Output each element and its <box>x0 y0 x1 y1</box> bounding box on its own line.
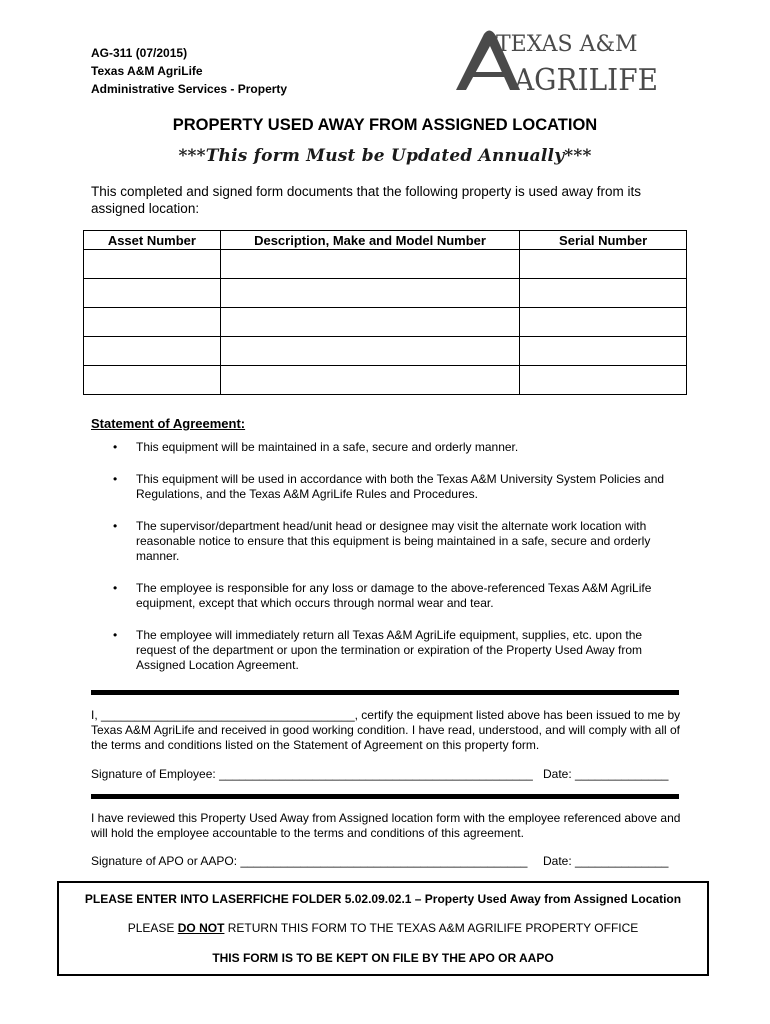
employee-date-label: Date: <box>543 767 572 781</box>
asset-number-cell[interactable] <box>84 308 221 337</box>
bullet-icon: • <box>113 472 118 486</box>
apo-date-label: Date: <box>543 854 572 868</box>
list-item: • This equipment will be maintained in a safe, secure and orderly manner. <box>113 440 519 454</box>
serial-number-cell[interactable] <box>520 308 687 337</box>
agrilife-logo <box>450 28 662 94</box>
employee-signature-label: Signature of Employee: <box>91 767 216 781</box>
apo-signature-label: Signature of APO or AAPO: <box>91 854 238 868</box>
description-cell[interactable] <box>220 337 519 366</box>
agreement-list <box>91 440 681 690</box>
notice-line-2: PLEASE DO NOT RETURN THIS FORM TO THE TEXAS A&M AGRILIFE PROPERTY OFFICE <box>127 921 639 935</box>
bullet-icon: • <box>113 519 118 533</box>
asset-table <box>83 230 687 395</box>
description-cell[interactable] <box>220 366 519 395</box>
table-row <box>84 366 687 395</box>
apo-review-text: I have reviewed this Property Used Away from Assigned location form with the employee referenced above and will hold the employee accountable to the terms and conditions of this agreement. <box>91 811 681 840</box>
intro-text: This completed and signed form documents that the following property is used away from its assigned location: <box>91 184 642 216</box>
serial-number-cell[interactable] <box>520 250 687 279</box>
notice-box <box>57 881 709 976</box>
description-cell[interactable] <box>220 250 519 279</box>
section-divider <box>91 690 679 695</box>
table-row <box>84 250 687 279</box>
page-subtitle: ***This form Must be Updated Annually*** <box>178 146 592 166</box>
agreement-heading: Statement of Agreement: <box>91 416 246 431</box>
list-item: • This equipment will be used in accordance with both the Texas A&M University System Policies and Regulations, and the Texas A&M AgriLife Rules and Procedures. <box>113 472 665 501</box>
asset-number-cell[interactable] <box>84 337 221 366</box>
do-not-emphasis: DO NOT <box>177 921 225 935</box>
apo-date-field[interactable]: ______________ <box>575 854 669 868</box>
list-item: • The employee is responsible for any loss or damage to the above-referenced Texas A&M AgriLife equipment, except that which occurs through normal wear and tear. <box>113 581 652 610</box>
asset-number-cell[interactable] <box>84 279 221 308</box>
notice-line-1: PLEASE ENTER INTO LASERFICHE FOLDER 5.02.09.02.1 – Property Used Away from Assigned Location <box>84 892 682 906</box>
col-asset-number: Asset Number <box>84 231 221 250</box>
employee-date-row <box>543 767 668 781</box>
description-cell[interactable] <box>220 308 519 337</box>
organization-name: Texas A&M AgriLife <box>91 64 203 78</box>
serial-number-cell[interactable] <box>520 337 687 366</box>
table-row <box>84 337 687 366</box>
list-item: • The supervisor/department head/unit head or designee may visit the alternate work location with reasonable notice to ensure that this equipment is being maintained in a safe, secure and orderly manner. <box>113 519 651 563</box>
form-id: AG-311 (07/2015) <box>91 46 188 60</box>
employee-signature-row <box>91 767 533 781</box>
form-header <box>91 44 287 98</box>
bullet-icon: • <box>113 628 118 642</box>
apo-signature-row <box>91 854 527 868</box>
table-header-row <box>84 231 687 250</box>
department-name: Administrative Services - Property <box>91 82 288 96</box>
employee-signature-field[interactable]: _______________________________________________ <box>219 767 533 781</box>
serial-number-cell[interactable] <box>520 366 687 395</box>
apo-signature-field[interactable]: ___________________________________________ <box>240 854 528 868</box>
page-title: PROPERTY USED AWAY FROM ASSIGNED LOCATION <box>172 116 598 134</box>
employee-name-field[interactable]: ______________________________________ <box>101 708 355 722</box>
bullet-icon: • <box>113 440 118 454</box>
table-row <box>84 279 687 308</box>
list-item: • The employee will immediately return all Texas A&M AgriLife equipment, supplies, etc. upon the request of the department or upon the termination or expiration of the Property Used Away from Assigned Location Agreement. <box>113 628 643 672</box>
bullet-icon: • <box>113 581 118 595</box>
col-serial-number: Serial Number <box>520 231 687 250</box>
asset-number-cell[interactable] <box>84 366 221 395</box>
col-description: Description, Make and Model Number <box>220 231 519 250</box>
description-cell[interactable] <box>220 279 519 308</box>
table-row <box>84 308 687 337</box>
logo-line2: AGRILIFE <box>513 63 658 94</box>
asset-number-cell[interactable] <box>84 250 221 279</box>
certification-text: I, ______________________________________, certify the equipment listed above has been issued to me by Texas A&M AgriLife and received in good working condition. I have read, understood, and will comply with all of the terms and conditions listed on the Statement of Agreement on this property form. <box>91 708 681 752</box>
notice-line-3: THIS FORM IS TO BE KEPT ON FILE BY THE APO OR AAPO <box>212 951 554 965</box>
logo-line1: TEXAS A&M <box>496 32 638 57</box>
employee-date-field[interactable]: ______________ <box>575 767 669 781</box>
apo-date-row <box>543 854 668 868</box>
section-divider <box>91 794 679 799</box>
serial-number-cell[interactable] <box>520 279 687 308</box>
